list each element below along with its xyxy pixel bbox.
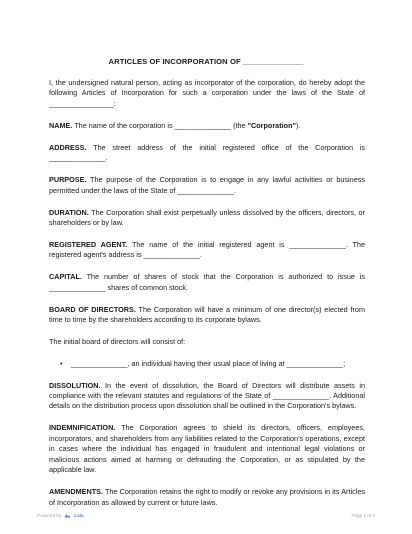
director-entry: ______________, an individual having their usual place of living at ______________; [71,359,346,369]
section-heading: AMENDMENTS. [49,487,103,497]
section-text: The street address of the initial registered office of the Corporation is ______________. [49,142,365,163]
document-body [49,78,365,520]
document-title: ARTICLES OF INCORPORATION OF ______________ [108,57,304,66]
section-text: The purpose of the Corporation is to engage in any lawful activities or business permitted under the laws of the State of ______________. [49,175,365,195]
page-prefix: Page [351,513,364,518]
section-heading: BOARD OF DIRECTORS. [49,304,136,314]
section-text: The number of shares of stock that the Corporation is authorized to issue is ______________ shares of common stock. [49,272,365,292]
section-dissolution [49,381,365,412]
section-heading: DURATION. [49,207,89,217]
section-text: In the event of dissolution, the Board of Directors will distribute assets in compliance with the relevant statutes and regulations of the State of ______________. Additional details on the distribution process upon dissolution shall be outlined in the Corporation's bylaws. [49,380,365,411]
section-text: The Corporation retains the right to modify or revoke any provisions in its Articles of Incorporation as allowed by current or future laws. [49,487,365,507]
section-indemnification [49,423,365,475]
powered-by-label: Powered by [37,513,62,518]
page-total: 2 [372,513,375,518]
section-text: The name of the initial registered agent is ______________. The registered agent's address is ______________. [49,240,365,260]
section-heading: INDEMNIFICATION. [49,423,116,433]
section-name [49,121,365,131]
intro-paragraph: I, the undersigned natural person, acting as incorporator of the corporation, do hereby adopt the following Articles of Incorporation for such a corporation under the laws of the State of ________________: [49,78,365,108]
page-indicator [351,513,375,518]
section-text: The Corporation agrees to shield its directors, officers, employees, incorporators, and shareholders from any liabilities related to the Corporation's operations, except in cases where the individual has engaged in fraudulent and intentional legal violations or malicious actions aimed at harming or defrauding the Corporation, or as stipulated by the applicable law. [49,423,365,475]
section-capital [49,272,365,293]
brand-name: Lalo [74,513,84,518]
page-separator: of [366,513,373,518]
section-address [49,143,365,164]
powered-by [37,513,84,518]
section-text: The Corporation will have a minimum of one director(s) elected from time to time by the shareholders according to its corporate bylaws. [49,304,365,325]
section-text: The name of the corporation is ______________ (the [72,120,248,130]
section-board-of-directors [49,305,365,326]
section-heading: REGISTERED AGENT. [49,240,128,250]
section-heading: PURPOSE. [49,175,87,185]
section-registered-agent [49,240,365,261]
bullet-icon: • [60,359,63,369]
list-item [49,359,365,369]
section-text: The Corporation shall exist perpetually unless dissolved by the officers, directors, or shareholders or by law. [49,207,365,228]
section-text-tail: ). [295,120,301,130]
section-purpose [49,175,365,196]
lalo-logo-icon [64,513,71,518]
corporation-term: "Corporation" [247,120,296,130]
page-footer [37,513,375,518]
section-heading: DISSOLUTION. [49,380,101,390]
section-amendments [49,487,365,508]
board-intro: The initial board of directors will consist of: [49,337,186,347]
section-heading: NAME. [49,120,73,130]
page-current: 1 [363,513,367,518]
section-heading: CAPITAL. [49,272,82,282]
section-duration [49,208,365,229]
section-heading: ADDRESS. [49,142,87,152]
